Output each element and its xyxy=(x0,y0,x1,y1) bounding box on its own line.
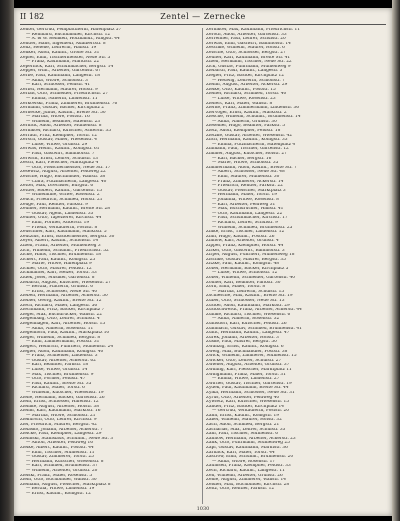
directory-entry: — Wilhelm, Arbeiter, Grünstr. 20 xyxy=(26,469,98,473)
directory-entry: Zerrath, Fritz, Klempner, Torstr. 12 xyxy=(20,133,98,138)
directory-entry: — Hermann, Maler, Torstr. 19 xyxy=(212,193,277,198)
header-rule xyxy=(20,24,386,25)
directory-entry: Zastrow, Emil, Schuhm., Brunnenstr. 20 xyxy=(206,455,294,460)
directory-entry: Zietz, Adolf, Klempner, Feldstr. 18 xyxy=(206,129,281,134)
directory-entry: Ziel, Friedrich, Maurer, Bergstr. 42 xyxy=(20,423,97,428)
directory-entry: — Anna, Näherin, Grünstr. 30 xyxy=(212,119,277,124)
directory-entry: Zschiesche, Max, Kaufm., Breite Str. 19 xyxy=(206,294,293,299)
directory-entry: — Karl, Schlosser, Feldstr. 41 xyxy=(26,83,91,88)
directory-entry: — Otto, Fleischermeister, Neue Str. 17 xyxy=(26,165,111,170)
directory-entry: — Emil, Former, Ackerstr. 19 xyxy=(26,220,90,225)
directory-entry: — Max, Buchdrucker, Wallstr. 41 xyxy=(212,207,284,212)
directory-entry: — Karl, Schmied, Brunnenstr. 37 xyxy=(26,464,98,469)
directory-entry: Ziebarth, Paul, Kaufm., Langestr. 3 xyxy=(206,69,283,74)
directory-entry: Zyrus, Otto, Arbeiter, Feldweg 40 xyxy=(206,395,280,400)
directory-entry: — Frieda, Verkäuferin, Poststr. 8 xyxy=(26,225,98,230)
directory-entry: Zacharias, Max, Lehrer, Schulstr. 33 xyxy=(206,427,286,432)
directory-entry: Zilch, Hermann, Kaufm., Königstr. 33 xyxy=(206,138,288,143)
directory-entry: — Gustav, Arbeiter, Ackerstr. 62 xyxy=(26,358,96,363)
directory-entry: — Franz, Schneider, Lindenstr. 3 xyxy=(26,354,98,359)
directory-entry: — Paul, Schuhmacher, Kirchstr. 17 xyxy=(212,216,288,221)
directory-entry: — Anna, Näherin, Rosenstr. 11 xyxy=(26,326,94,331)
directory-entry: Zydek, Paul, Kaufmann, Breite Str. 44 xyxy=(206,386,289,391)
directory-entry: — Luise, Witwe, Rosenstr. 23 xyxy=(212,96,276,101)
directory-entry: Zierke, Franz, Zimmermann, Lindenstr. 36 xyxy=(206,106,299,111)
directory-entry: Zinke, Ernst, Tischler, Lindenstr. 12 xyxy=(206,230,285,235)
directory-entry: — Bertha, Plätterin, Grünstr. 6 xyxy=(26,285,93,290)
directory-entry: Zentel, Gertrud, Feinplättnerin, Hafenplatz 57 xyxy=(20,28,122,32)
directory-entry: Zidek, Josef, Musiker, Gartenstr. 8 xyxy=(20,276,95,281)
directory-entry: Zipper, Franz, Klempner, Hofstr. 44 xyxy=(206,243,284,248)
directory-entry: Ziesche, Wilhelm, Schuhm., Brunnenstr. 14 xyxy=(206,115,301,120)
directory-entry: Zick, Gustav, Fuhrmann, Mühlenweg 9 xyxy=(206,64,291,69)
directory-entry: Zuske, Paul, Maurer, Bergstr. 50 xyxy=(206,340,277,345)
directory-entry: Zernecke, Julius, Kaufm., Breite Str. 50 xyxy=(20,110,106,115)
directory-entry: Zernikow, Richard, Kutscher, Ackerstr. 35 xyxy=(20,129,111,134)
directory-entry: Ziemann, August, Fleischer, Marktplatz 8 xyxy=(20,482,111,487)
directory-entry: Zermann, Gustav, Bäcker, Kirchplatz 2 xyxy=(20,106,105,111)
page-number: 1030 xyxy=(196,506,210,512)
directory-entry: — Emma, Putzmacherin, Hafenplatz 4 xyxy=(212,142,296,147)
directory-entry: Ziehm, Karl, Kaufmann, Marktstr. 16 xyxy=(20,409,101,414)
directory-entry: Zernick, Adolf, Arbeiter, Mühlenstr. 8 xyxy=(20,124,102,129)
directory-entry: Zwingmann, Franz, Maler, Torstr. 31 xyxy=(206,372,286,377)
directory-entry: Zetsche, Otto, Schlosser, Bergstr. 27 xyxy=(206,50,286,55)
directory-entry: — Marie, Witwe, Schloßstr. 35 xyxy=(212,161,279,166)
directory-entry: Zepernick, Karl, Schuhmacher, Bergstr. 14 xyxy=(20,64,114,69)
directory-entry: Zerwas, Heinr., Kaufm., Königstr. 61 xyxy=(20,147,100,152)
directory-entry: Zerrenner, Paul, Lehrer, Schulstr. 20 xyxy=(206,37,286,42)
directory-entry: — Martha, Witwe, Poststr. 16 xyxy=(26,115,90,120)
directory-entry: — Max, Tischler, Brunnenstr. 9 xyxy=(26,372,94,377)
directory-entry: Zeh, Wilhelm, Arbeiter, Grünstr. 26 xyxy=(206,473,283,478)
directory-entry: — Wilhelm, Kutscher, Wiesenstr. 19 xyxy=(26,390,104,395)
directory-entry: Ziegel, Max, Buchdrucker, Wallstr. 22 xyxy=(20,312,103,317)
directory-entry: Zieger, Wilhelm, Schmied, Bergstr. 8 xyxy=(20,335,101,340)
directory-entry: — Paul, Kaufm., Breite Str. 35 xyxy=(26,381,92,386)
directory-entry: Zummach, Gustav, Schmied, Brunnenstr. 41 xyxy=(206,326,302,331)
directory-entry: Ziebler, Georg, Kaufm., Breite Str. 12 xyxy=(20,299,102,304)
directory-entry: Zepler, Emil, Tischlermeister, Neue Str. 5 xyxy=(20,55,111,60)
directory-entry: — Otto, Former, Feldstr. 47 xyxy=(26,377,86,382)
directory-entry: Zickler, Otto, Maurer, Feldstr. 12 xyxy=(20,266,92,271)
directory-entry: Zeuschner, Karl, Kaufmann, Marktstr. 5 xyxy=(20,230,107,235)
directory-entry: — Friedrich, Rentier, Parkstr. 22 xyxy=(212,184,283,189)
directory-entry: Zibell, Franz, Arbeiter, Mühlenweg 3 xyxy=(20,243,101,248)
directory-entry: — Albert, Schlosser, Neue Str. 48 xyxy=(212,170,285,175)
directory-entry: Zeppel, Wilh., Arbeiter, Gartenstr. 67 xyxy=(20,69,101,74)
directory-entry: Zersch, Gustav, Maler, Wiesenstr. 4 xyxy=(20,138,97,143)
directory-page xyxy=(14,8,392,516)
directory-entry: Zabel, Wilhelm, Maurer, Hofstr. 32 xyxy=(206,418,282,423)
directory-entry: Zich, Wilhelm, Schuhm., Friedrichstr. 52 xyxy=(20,248,109,253)
directory-entry: Ziechmann, Fritz, Bäcker, Kirchplatz 7 xyxy=(20,308,105,313)
book-spine xyxy=(0,0,14,521)
directory-entry: — Luise, Witwe, Grünstr. 14 xyxy=(26,367,88,372)
directory-entry: — Luise, Witwe, Grünstr. 29 xyxy=(26,142,88,147)
directory-entry: Zillmann, Paul, Tischler, Gartenstr. 12 xyxy=(206,147,289,152)
directory-entry: — Ernst, Schlosser, Neue Str. 40 xyxy=(26,289,98,294)
directory-entry: Zielke, Otto, Kaufm., Poststr. 15 xyxy=(206,87,276,92)
directory-entry: Ziervogel, Ernst, Kaufm., Marktstr. 2 xyxy=(206,110,287,115)
directory-entry: Zerkowski, Franz, Zimmerer, Brunnenstr. 76 xyxy=(20,101,118,106)
directory-entry: Ziehl, Ernst, Schlosser, Hafenstr. 12 xyxy=(20,400,99,405)
directory-entry: Ziegenbalg, Otto, Lehrer, Schulstr. 4 xyxy=(20,317,100,322)
directory-entry: — Hermann, Kutscher, Wiesenstr. 8 xyxy=(26,459,104,464)
directory-entry: Zicke, Hans, Tischler, Brunnenstr. 18 xyxy=(20,253,102,258)
directory-entry: Zinnow, Karl, Arbeiter, Grünstr. 4 xyxy=(206,239,279,244)
directory-entry: Zernikow, Max, Kaufmann, Friedrichstr. 11 xyxy=(206,28,300,32)
directory-entry: Zahn, Ernst, Kaufm., Königstr. 19 xyxy=(206,413,280,418)
directory-entry: — Marie, Witwe, Hafenplatz 9 xyxy=(26,262,92,267)
directory-entry: Zischke, Gustav, Maurer, Bergstr. 35 xyxy=(206,257,286,262)
directory-entry: — Bertha, Witwe, Lindenstr. 19 xyxy=(26,487,95,492)
directory-entry: Zerwick, Ernst, Lehrer, Schulstr. 13 xyxy=(20,156,99,161)
directory-entry: Zapf, Gustav, Kaufmann, Marktstr. 36 xyxy=(206,446,288,451)
directory-entry: Zetsche, Hugo, Buchbinder, Wallstr. 38 xyxy=(20,175,106,179)
directory-entry: — Ernst, Kaufm., Königstr. 12 xyxy=(26,491,91,496)
directory-entry: Zunft, Hermann, Kaufm., Langestr. 47 xyxy=(206,331,290,336)
directory-entry: — Emma, Näherin, Lindenstr. 11 xyxy=(26,96,98,101)
left-column xyxy=(20,28,198,504)
directory-entry: Zielasko, Johann, Arbeiter, Ackerstr. 7 xyxy=(20,427,103,432)
directory-entry: Ziemer, Richard, Schmied, Torstr. 40 xyxy=(206,92,287,97)
directory-entry: Zesewitz, August, Arbeiter, Feldweg 22 xyxy=(20,170,106,175)
directory-entry: Ziebarth, August, Kutscher, Wiesenstr. 27 xyxy=(20,280,111,285)
directory-entry: Zerbe, Paul, Kaufmann, Langestr. 18 xyxy=(20,73,100,78)
directory-entry: Zobel, Hermann, Bäcker, Kirchplatz 5 xyxy=(206,266,289,271)
directory-entry: — Reinhard, Buchhändler, Kirchstr. 12 xyxy=(26,32,111,37)
directory-entry: Zwicker, Otto, Lehrer, Schulstr. 27 xyxy=(206,358,282,363)
directory-entry: — Paul, Gastwirt, Bahnhofstr. 7 xyxy=(26,152,95,157)
directory-entry: — Otto, Kaufmann, Langestr. 22 xyxy=(212,211,283,216)
directory-entry: Ziegenhagen, Karl, Arbeiter, Hofstr. 15 xyxy=(20,322,106,326)
directory-entry: — Wilhelm, Beamter, Hafenstr. 23 xyxy=(26,119,101,124)
directory-entry: Zeuner, Karl, Kaufmann, Breite Str. 41 xyxy=(206,55,291,60)
directory-entry: — Emil, Maurer, Mühlenstr. 30 xyxy=(212,175,280,179)
directory-entry: Ziesemer, Hugo, Beamter, Parkstr. 5 xyxy=(206,124,285,129)
directory-entry: Zienert, Karl, Maler, Wallstr. 8 xyxy=(206,101,273,106)
directory-entry: Zeumer, Hermann, Kaufm., Breite Str. 28 xyxy=(20,207,110,212)
directory-entry: — Wilhelm, Schmied, Brunnenstr. 25 xyxy=(212,225,293,230)
directory-entry: — Martha, Witwe, Schloßstr. 21 xyxy=(26,413,96,418)
directory-entry: Zander, Fritz, Bäcker, Kirchplatz 14 xyxy=(206,404,284,409)
column-divider xyxy=(202,28,203,504)
directory-entry: — Gustav, Agent, Lindenstr. 33 xyxy=(26,211,94,216)
directory-entry: Zielke, Albert, Kaufm., Poststr. 44 xyxy=(20,446,94,451)
right-column xyxy=(206,28,384,504)
directory-entry: Zickert, Paul, Kaufm., Königstr. 25 xyxy=(20,257,96,262)
directory-entry: Zeuch, Friedrich, Schmied, Hofstr. 21 xyxy=(20,197,103,202)
directory-entry: Ziehm, August, Arbeiter, Ackerstr. 29 xyxy=(206,83,288,88)
directory-entry: Zank, Otto, Fuhrmann, Mühlenweg 25 xyxy=(206,441,290,446)
directory-entry: Zeutzius, Ernst, Bäckermeister, Bergstr. 30 xyxy=(20,234,115,239)
directory-entry: Zweig, Max, Buchhändler, Poststr. 38 xyxy=(206,349,288,354)
page-title: Zentel — Zernecke xyxy=(160,12,246,21)
directory-entry: — Martha, Lehrerin, Schulstr. 15 xyxy=(212,289,285,294)
directory-entry: — Emil, Tischler, Mühlenstr. 11 xyxy=(26,450,95,455)
directory-entry: Zeitz, Otto, Rentier, Parkstr. 12 xyxy=(206,487,275,492)
directory-entry: Zühlsdorf, Karl, Kutscher, Feldstr. 26 xyxy=(206,322,287,326)
directory-entry: Zesch, Karl, Fleischer, Marktplatz 4 xyxy=(20,161,99,166)
directory-entry: Zielcke, Paul, Klempner, Langestr. 29 xyxy=(20,432,102,437)
directory-entry: — Karl, Bäcker, Bergstr. 16 xyxy=(212,156,272,161)
directory-entry: Ziech, Richard, Maler, Langestr. 56 xyxy=(20,303,98,308)
directory-entry: Ziem, Otto, Buchbinder, Wallstr. 30 xyxy=(20,478,97,483)
directory-entry: Zeschke, Wilhelm, Maurer, Hofstr. 6 xyxy=(206,46,285,51)
directory-entry: — Anna, Näherin, Rosenstr. 32 xyxy=(212,317,280,322)
directory-entry: — Franz, Zimmerer, Ackerstr. 14 xyxy=(212,179,284,184)
page-edge-shadow xyxy=(392,0,400,521)
directory-entry: Zerbst, Hermann, Maurer, Hofstr. 9 xyxy=(20,87,98,92)
directory-entry: — Clara, Putzmacherin, Langestr. 40 xyxy=(26,179,107,184)
directory-entry: Zietzke, Gustav, Arbeiter, Wiesenstr. 42 xyxy=(206,133,293,138)
directory-entry: — A. & W. Reinkell, Holzhandl., Ringstr. 44 xyxy=(26,37,120,42)
directory-entry: Zwanzig, Ernst, Kaufm., Königstr. 6 xyxy=(206,344,284,349)
directory-entry: Zerfaß, Otto, Schneider, Friedrichstr. 27 xyxy=(20,92,109,97)
directory-entry: — Anna, Witwe, Schloßstr. 3 xyxy=(26,78,88,83)
directory-entry: Zach, Adolf, Schmied, Bergstr. 21 xyxy=(206,423,280,428)
directory-entry: Ziegler, Fritz, Bäcker, Kirchplatz 12 xyxy=(206,73,284,78)
directory-entry: Zahnow, Hermann, Arbeiter, Ackerstr. 23 xyxy=(206,436,296,441)
directory-entry: Zeuner, Otto, Tapezierer, Kirchstr. 44 xyxy=(20,216,102,221)
directory-entry: Ziebell, Hermann, Arbeiter, Ackerstr. 50 xyxy=(20,294,108,299)
directory-entry: Zucker, Adolf, Kaufmann, Marktstr. 29 xyxy=(206,303,290,308)
directory-entry: Ziegert, Heinrich, Fuhrherr, Mühlenstr. 24 xyxy=(20,344,114,349)
directory-entry: Zeroth, Adolf, Arbeiter, Gartenstr. 33 xyxy=(206,32,287,37)
directory-entry: Zirpel, August, Fuhrherr, Mühlenweg 18 xyxy=(206,253,295,258)
directory-entry: — Hedwig, Lehrerin, Schloßstr. 7 xyxy=(212,78,285,83)
directory-entry: — Richard, Maler, Torstr. 6 xyxy=(26,386,85,391)
directory-entry: — Karl, Arbeiter, Feldweg 31 xyxy=(212,202,276,207)
directory-entry: Zielinski, Stanislaus, Schuhm., Neue Str. 3 xyxy=(20,436,114,441)
directory-entry: Zitzke, Paul, Kaufm., Königstr. 48 xyxy=(206,262,279,267)
directory-entry: — Richard, Lehrer, Schulstr. 9 xyxy=(212,220,278,225)
directory-entry: Zimmermann, Adolf, Kaufm., Breite Str. 7 xyxy=(206,165,297,170)
directory-entry: — Johanna, Witwe, Rosenstr. 8 xyxy=(212,197,279,202)
directory-entry: Zaumseil, Franz, Klempner, Feldstr. 33 xyxy=(206,464,291,469)
directory-entry: Ziehlke, August, Arbeiter, Hofstr. 38 xyxy=(20,404,100,409)
directory-entry: — Gustav, Fleischer, Marktplatz 3 xyxy=(212,188,286,193)
directory-entry: Zickmantel, Karl, Heizer, Torstr. 33 xyxy=(20,271,97,276)
directory-entry: Zarnack, Karl, Maler, Torstr. 44 xyxy=(206,450,275,455)
directory-entry: — Emma, Witwe, Lindenstr. 27 xyxy=(212,377,280,382)
directory-entry: — Gertrud, Verkäuferin, Poststr. 20 xyxy=(212,409,289,414)
directory-entry: Zenz, Helene, Lehrerin, Wallstr. 19 xyxy=(20,46,97,51)
directory-entry: Zentler, Hans, Ingenieur, Adalbertstr. 8 xyxy=(20,41,106,46)
directory-entry: Zühlke, Richard, Tischler, Wiesenstr. 6 xyxy=(206,312,291,317)
directory-entry: Zibell, Hermann, Tischler, Neue Str. 22 xyxy=(206,60,292,65)
directory-entry: Zettler, Robert, Kaufm., Gartenstr. 15 xyxy=(20,188,102,193)
directory-entry: — Franz, Kaufmann, Marktstr. 22 xyxy=(26,60,100,65)
directory-entry: Zuber, Otto, Schlosser, Neue Str. 13 xyxy=(206,299,285,304)
directory-entry: Zuckschwerdt, Franz, Arbeiter, Ackerstr. 44 xyxy=(206,308,302,313)
directory-entry: Zeyer, Albert, Kaufm., Schloßstr. 14 xyxy=(20,239,99,244)
page-header xyxy=(20,12,386,24)
directory-entry: Zwilling, Karl, Fleischer, Marktplatz 11 xyxy=(206,367,292,372)
directory-entry: Zettel, Max, Drechsler, Burgstr. 6 xyxy=(20,184,94,189)
directory-entry: Zwiener, August, Arbeiter, Grünstr. 37 xyxy=(206,363,290,368)
directory-entry: — Luise, Witwe, Schloßstr. 12 xyxy=(212,271,278,276)
directory-entry: — Karl, Beamter, Parkstr. 18 xyxy=(26,363,89,368)
directory-entry: Zech, Richard, Kaufm., Langestr. 11 xyxy=(206,469,285,473)
directory-entry: Zeuge, Paul, Rentier, Parkstr. 9 xyxy=(20,202,88,207)
directory-entry: — Wilhelmine, Witwe, Rosenstr. 2 xyxy=(26,193,100,198)
directory-entry: Zywietz, Karl, Kutscher, Wiesenstr. 15 xyxy=(206,400,289,405)
directory-entry: Zerwas, Emil, Gastwirt, Bahnhofstr. 14 xyxy=(206,41,291,46)
directory-entry: Zwirner, Gustav, Tischler, Gartenstr. 19 xyxy=(206,381,292,386)
directory-entry: Zinn, Hugo, Kaufm., Poststr. 26 xyxy=(206,234,275,239)
directory-entry: Zwick, Wilhelm, Zimmerer, Mühlenstr. 15 xyxy=(206,354,297,359)
directory-entry: Zorn, Emil, Maler, Torstr. 8 xyxy=(206,285,266,290)
directory-entry: Zober, Wilhelm, Schneider, Gartenstr. 40 xyxy=(206,276,295,281)
directory-entry: — Gustav, Zimmerer, Torstr. 25 xyxy=(26,455,94,460)
directory-entry: Zahl, Paul, Tischler, Mühlenstr. 6 xyxy=(206,432,279,437)
directory-entry: Zirkel, Otto, Gastwirt, Bahnhofstr. 3 xyxy=(206,248,285,253)
page-section-label: II 182 xyxy=(20,12,45,21)
directory-entry: — Anna, Witwe, Rosenstr. 17 xyxy=(212,459,276,464)
directory-entry: Zurek, Johann, Arbeiter, Hofstr. 3 xyxy=(206,335,279,340)
directory-entry: Zenker, Adolf, Kaufm., Große Str. 31 xyxy=(20,50,100,55)
directory-entry: Zielski, Franz, Maler, Rosenstr. 5 xyxy=(20,473,93,478)
directory-entry: Zehle, August, Zimmerer, Wallstr. 14 xyxy=(206,478,287,483)
directory-entry: Zeidler, Max, Buchbinder, Kirchstr. 28 xyxy=(206,482,290,487)
directory-entry: Ziegler, Adolf, Kaufmann, Königstr. 40 xyxy=(20,349,104,354)
directory-entry: Ziekursch, Otto, Lehrer, Kirchstr. 9 xyxy=(20,418,97,423)
directory-entry: Zylka, Hermann, Schlosser, Neue Str. 31 xyxy=(206,390,295,395)
directory-entry: Zimmer, August, Kutscher, Hofstr. 27 xyxy=(206,152,287,157)
directory-entry: Ziehe, Hermann, Bäcker, Gartenstr. 26 xyxy=(20,395,105,400)
directory-entry: — Anton, Arbeiter, Feldweg 16 xyxy=(26,441,93,446)
directory-entry: — Emil, Zimmermann, Poststr. 31 xyxy=(26,340,100,345)
directory-entry: Ziegenhorn, Paul, Kaufm., Marktplatz 10 xyxy=(20,331,110,336)
directory-entry: Zöllner, Karl, Beamter, Parkstr. 30 xyxy=(206,280,281,285)
